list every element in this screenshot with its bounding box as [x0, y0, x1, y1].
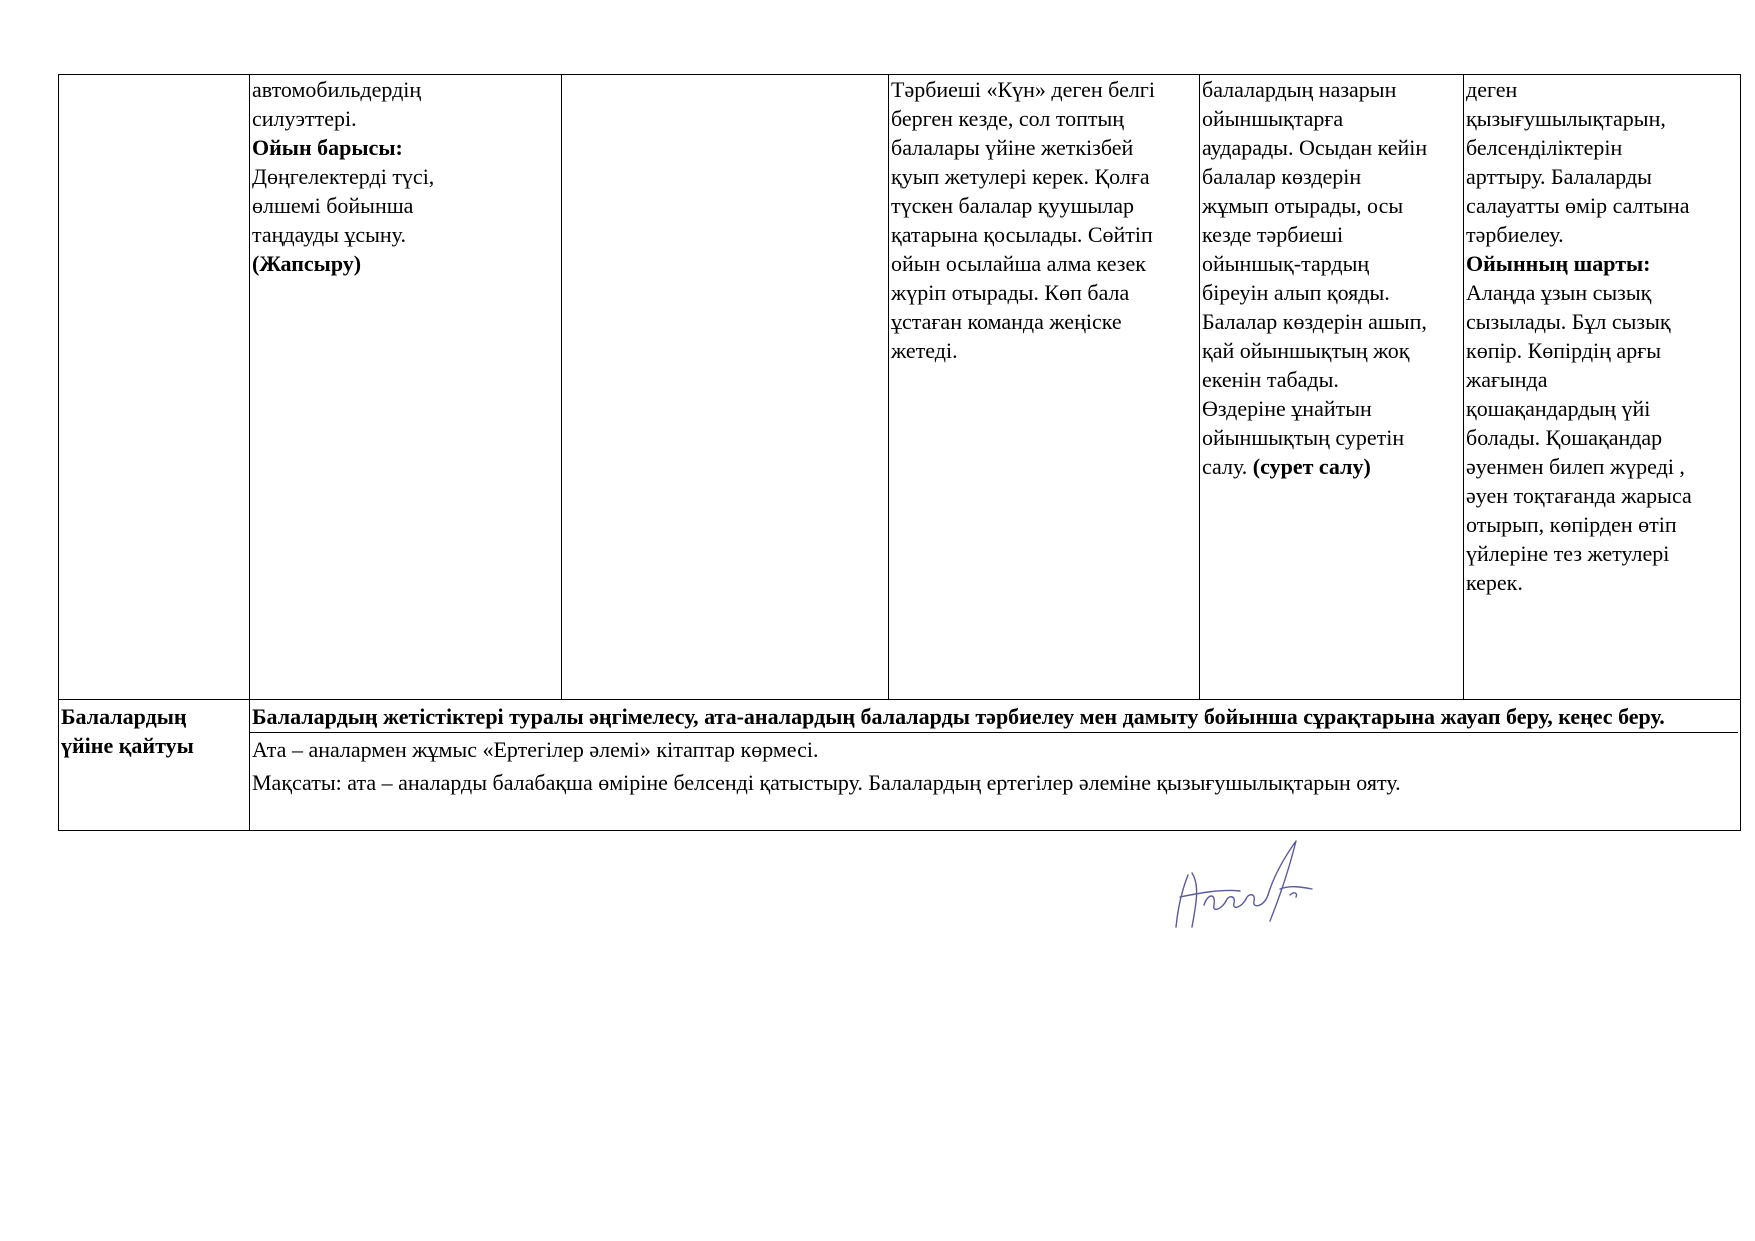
- return-home-label: [59, 700, 250, 831]
- text-fragment: салу.: [1202, 454, 1248, 479]
- text-line: [1202, 452, 1461, 481]
- text-line: Балалар көздерін ашып,: [1202, 309, 1427, 334]
- game-rules-heading: Ойынның шарты:: [1466, 251, 1651, 276]
- text-line: кезде тәрбиеші: [1202, 222, 1344, 247]
- text-line: силуэттері.: [252, 106, 357, 131]
- text-line: үйлеріне тез жетулері: [1466, 541, 1670, 566]
- activity-note: (Жапсыру): [252, 251, 362, 276]
- label-line: Балалардың: [61, 704, 187, 729]
- text-line: берген кезде, сол топтың: [891, 106, 1125, 131]
- text-line: ойыншықтың суретін: [1202, 425, 1405, 450]
- text-line: Алаңда ұзын сызық: [1466, 280, 1652, 305]
- parents-work-line: Ата – аналармен жұмыс «Ертегілер әлемі» кітаптар көрмесі.: [252, 737, 819, 762]
- text-line: қай ойыншықтың жоқ: [1202, 338, 1410, 363]
- cell-sun-game: [889, 75, 1200, 700]
- text-line: балалары үйіне жеткізбей: [891, 135, 1134, 160]
- activity-note: (сурет салу): [1252, 454, 1371, 479]
- text-line: керек.: [1466, 570, 1523, 595]
- goal-line: Мақсаты: ата – аналарды балабақша өміріне белсенді қатыстыру. Балалардың ертегілер әлеміне қызығушылықтарын ояту.: [252, 770, 1401, 795]
- text-line: екенін табады.: [1202, 367, 1339, 392]
- text-line: әуенмен билеп жүреді ,: [1466, 454, 1685, 479]
- cell-empty: [562, 75, 889, 700]
- text-line: арттыру. Балаларды: [1466, 164, 1652, 189]
- text-line: Дөңгелектерді түсі,: [252, 164, 435, 189]
- text-line: Өздеріне ұнайтын: [1202, 396, 1372, 421]
- return-home-row: [59, 700, 1741, 831]
- text-line: Тәрбиеші «Күн» деген белгі: [891, 77, 1155, 102]
- plan-table: [58, 74, 1741, 831]
- text-line: сызылады. Бұл сызық: [1466, 309, 1671, 334]
- text-line: деген: [1466, 77, 1518, 102]
- text-line: ойыншық-тардың: [1202, 251, 1370, 276]
- text-line: салауатты өмір салтына: [1466, 193, 1690, 218]
- text-line: түскен балалар қуушылар: [891, 193, 1135, 218]
- text-line: ойын осылайша алма кезек: [891, 251, 1146, 276]
- return-home-content: [250, 700, 1741, 831]
- text-line: қуып жетулері керек. Қолға: [891, 164, 1150, 189]
- cell-empty-label: [59, 75, 250, 700]
- text-line: қатарына қосылады. Сөйтіп: [891, 222, 1153, 247]
- text-line: таңдауды ұсыну.: [252, 222, 406, 247]
- text-line: қызығушылықтарын,: [1466, 106, 1666, 131]
- return-home-details: [250, 732, 1738, 799]
- game-progress-heading: Ойын барысы:: [252, 135, 403, 160]
- text-line: ұстаған команда жеңіске: [891, 309, 1122, 334]
- text-line: жүріп отырады. Көп бала: [891, 280, 1130, 305]
- text-line: автомобильдердің: [252, 77, 422, 102]
- text-line: біреуін алып қояды.: [1202, 280, 1390, 305]
- text-line: жетеді.: [891, 338, 958, 363]
- text-line: балалар көздерін: [1202, 164, 1362, 189]
- activity-row: [59, 75, 1741, 700]
- text-line: жағында: [1466, 367, 1548, 392]
- signature-strokes: [1176, 841, 1312, 927]
- text-line: отырып, көпірден өтіп: [1466, 512, 1677, 537]
- cell-game-description: [250, 75, 562, 700]
- text-line: көпір. Көпірдің арғы: [1466, 338, 1661, 363]
- text-line: өлшемі бойынша: [252, 193, 414, 218]
- text-line: болады. Қошақандар: [1466, 425, 1663, 450]
- return-home-heading: Балалардың жетістіктері туралы әңгімелесу, ата-аналардың балаларды тәрбиелеу мен дамыту бойынша сұрақтарына жауап беру, кеңес беру.: [252, 704, 1665, 729]
- text-line: балалардың назарын: [1202, 77, 1397, 102]
- text-line: ойыншықтарға: [1202, 106, 1344, 131]
- label-line: үйіне қайтуы: [61, 733, 194, 758]
- text-line: жұмып отырады, осы: [1202, 193, 1404, 218]
- cell-toy-game: [1200, 75, 1464, 700]
- text-line: белсенділіктерін: [1466, 135, 1623, 160]
- text-line: қошақандардың үйі: [1466, 396, 1651, 421]
- cell-lamb-game: [1464, 75, 1741, 700]
- text-line: тәрбиелеу.: [1466, 222, 1564, 247]
- signature-image: [1170, 835, 1330, 935]
- text-line: аударады. Осыдан кейін: [1202, 135, 1428, 160]
- text-line: әуен тоқтағанда жарыса: [1466, 483, 1692, 508]
